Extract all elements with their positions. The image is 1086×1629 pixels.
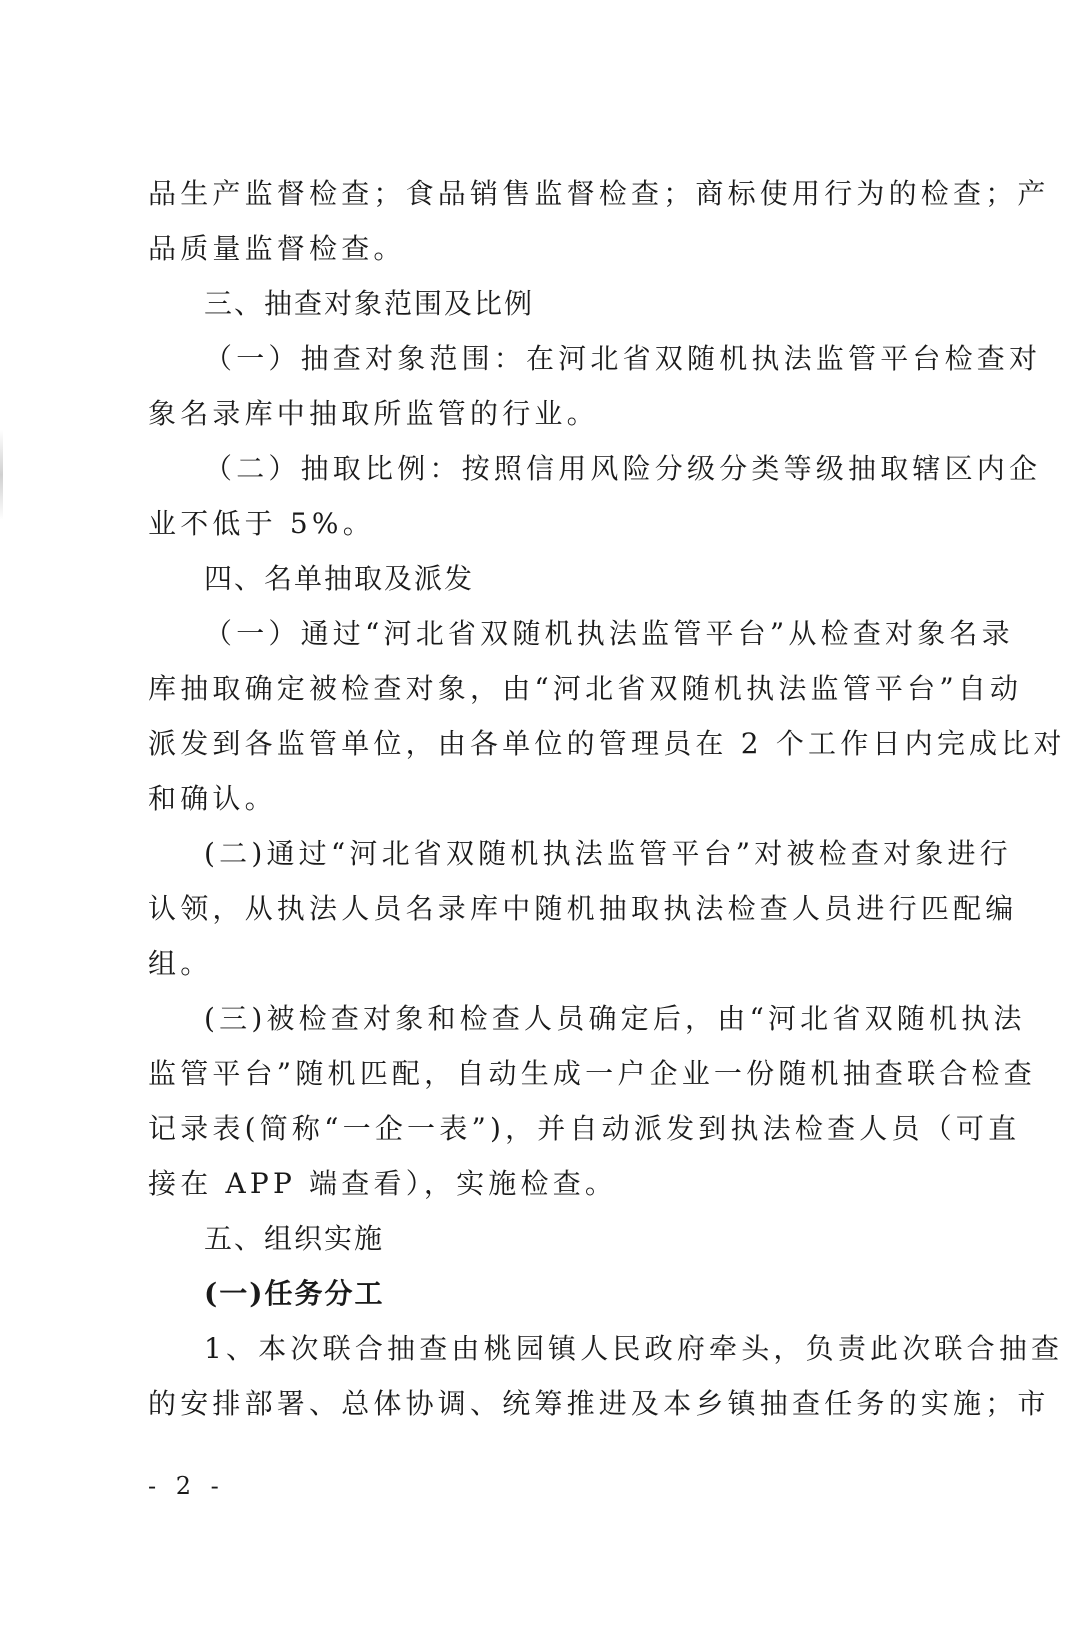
paragraph-line: 监管平台”随机匹配，自动生成一户企业一份随机抽查联合检查 [148,1057,1036,1090]
paragraph-line: 象名录库中抽取所监管的行业。 [148,397,599,430]
section-heading-5: 五、组织实施 [204,1222,385,1255]
paragraph-line: 派发到各监管单位，由各单位的管理员在 2 个工作日内完成比对 [148,727,1066,760]
page-number: - 2 - [148,1472,225,1500]
paragraph-line: 业不低于 5%。 [148,507,375,540]
scan-edge-shadow [0,430,3,520]
paragraph-line: 和确认。 [148,782,277,815]
paragraph-line: 库抽取确定被检查对象，由“河北省双随机执法监管平台”自动 [148,672,1023,705]
document-body [148,166,1066,1431]
section-heading-3: 三、抽查对象范围及比例 [204,287,535,320]
paragraph-line: 1、本次联合抽查由桃园镇人民政府牵头，负责此次联合抽查 [204,1332,1064,1365]
paragraph-line: 品生产监督检查；食品销售监督检查；商标使用行为的检查；产 [148,177,1050,210]
subsection-heading: (一)任务分工 [204,1277,385,1310]
paragraph-line: （一）通过“河北省双随机执法监管平台”从检查对象名录 [204,617,1014,650]
paragraph-line: （一）抽查对象范围：在河北省双随机执法监管平台检查对 [204,342,1042,375]
paragraph-line: (二)通过“河北省双随机执法监管平台”对被检查对象进行 [204,837,1012,870]
paragraph-line: 组。 [148,947,213,980]
paragraph-line: 记录表(简称“一企一表”)，并自动派发到执法检查人员（可直 [148,1112,1021,1145]
paragraph-line: 品质量监督检查。 [148,232,406,265]
paragraph-line: 接在 APP 端查看），实施检查。 [148,1167,618,1200]
paragraph-line: 的安排部署、总体协调、统筹推进及本乡镇抽查任务的实施；市 [148,1387,1050,1420]
paragraph-line: (三)被检查对象和检查人员确定后，由“河北省双随机执法 [204,1002,1026,1035]
paragraph-line: （二）抽取比例：按照信用风险分级分类等级抽取辖区内企 [204,452,1042,485]
paragraph-line: 认领，从执法人员名录库中随机抽取执法检查人员进行匹配编 [148,892,1018,925]
section-heading-4: 四、名单抽取及派发 [204,562,475,595]
